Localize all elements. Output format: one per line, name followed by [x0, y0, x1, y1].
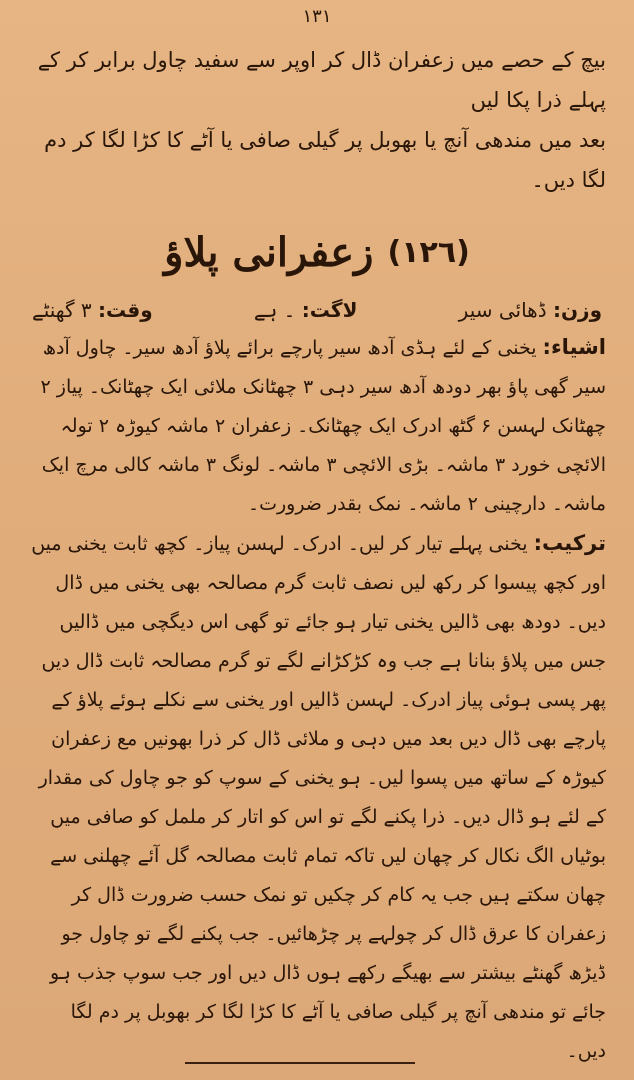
time-value: ۳ گھنٹے: [32, 298, 92, 322]
intro-paragraph: [28, 40, 606, 200]
method-label: ترکیب:: [533, 531, 606, 555]
time-label: وقت:: [98, 298, 153, 322]
ingredients-text: یخنی کے لئے ہڈی آدھ سیر پارچے برائے پلاؤ آدھ سیر۔ چاول آدھ سیر گھی پاؤ بھر دودھ آدھ سیر دہی ۳ چھٹانک ملائی ایک چھٹانک۔ پیاز ۲ چھٹانک لہسن ۶ گٹھ ادرک ایک چھٹانک۔ زعفران ۲ ماشہ کیوڑہ ۲ تولہ الائچی خورد ۳ ماشہ۔ بڑی الائچی ۳ ماشہ۔ لونگ ۳ ماشہ کالی مرچ ایک ماشہ۔ دارچینی ۲ ماشہ۔ نمک بقدر ضرورت۔: [40, 337, 606, 515]
intro-line: بعد میں مندھی آنچ یا بھوبل پر گیلی صافی یا آٹے کا کڑا لگا کر دم لگا دیں۔: [44, 128, 606, 192]
recipe-heading: [28, 222, 606, 282]
cost-info: [254, 292, 358, 328]
method-text: یخنی پہلے تیار کر لیں۔ ادرک۔ لہسن پیاز۔ کچھ ثابت یخنی میں اور کچھ پیسوا کر رکھ لیں نصف ثابت گرم مصالحہ بھی یخنی میں ڈال دیں۔ دودھ بھی ڈالیں یخنی تیار ہو جائے تو گھی اس دیگچی میں ڈالیں جس میں پلاؤ بنانا ہے جب وہ کڑکڑانے لگے تو گرم مصالحہ ثابت ڈال دیں پھر پسی ہوئی پیاز ادرک۔ لہسن ڈالیں اور یخنی سے نکلے ہوئے پلاؤ کے پارچے بھی ڈال دیں بعد میں دہی و ملائی ڈال کر ذرا بھونیں مع زعفران کیوڑہ کے ساتھ میں پسوا لیں۔ ہو یخنی کے سوپ کو جو چاول کی مقدار کے لئے ہو ڈال دیں۔ ذرا پکنے لگے تو اس کو اتار کر ململ کو صافی میں بوٹیاں الگ نکال کر چھان لیں تاکہ تمام ثابت مصالحہ گل آئے چھلنی سے چھان سکتے ہیں جب یہ کام کر چکیں تو نمک حسب ضرورت ڈال کر زعفران کا عرق ڈال کر چولہے پر چڑھائیں۔ جب پکنے لگے تو چاول جو ڈیڑھ گھنٹے بیشتر سے بھیگے رکھے ہوں ڈال دیں اور جب سوپ جذب ہو جائے تو مندھی آنچ پر گیلی صافی یا آٹے کا کڑا لگا کر بھوبل پر دم لگا دیں۔: [31, 533, 606, 1062]
weight-label: وزن:: [552, 298, 602, 322]
ingredients-label: اشیاء:: [542, 335, 606, 359]
recipe-title: زعفرانی پلاؤ: [164, 228, 374, 276]
cost-value: ۔ ہے: [253, 298, 296, 322]
recipe-number: (١٢٦): [387, 234, 470, 270]
cost-label: لاگت:: [301, 298, 358, 322]
ingredients-paragraph: [28, 328, 606, 524]
weight-info: [459, 292, 602, 328]
method-paragraph: [28, 524, 606, 1071]
page-number: ١٣١: [302, 6, 332, 27]
recipe-meta: [28, 292, 606, 328]
intro-line: بیچ کے حصے میں زعفران ڈال کر اوپر سے سفید چاول برابر کر کے پہلے ذرا پکا لیں: [37, 48, 606, 112]
time-info: [32, 292, 153, 328]
closing-rule: [185, 1062, 415, 1064]
weight-value: ڈھائی سیر: [458, 298, 547, 322]
